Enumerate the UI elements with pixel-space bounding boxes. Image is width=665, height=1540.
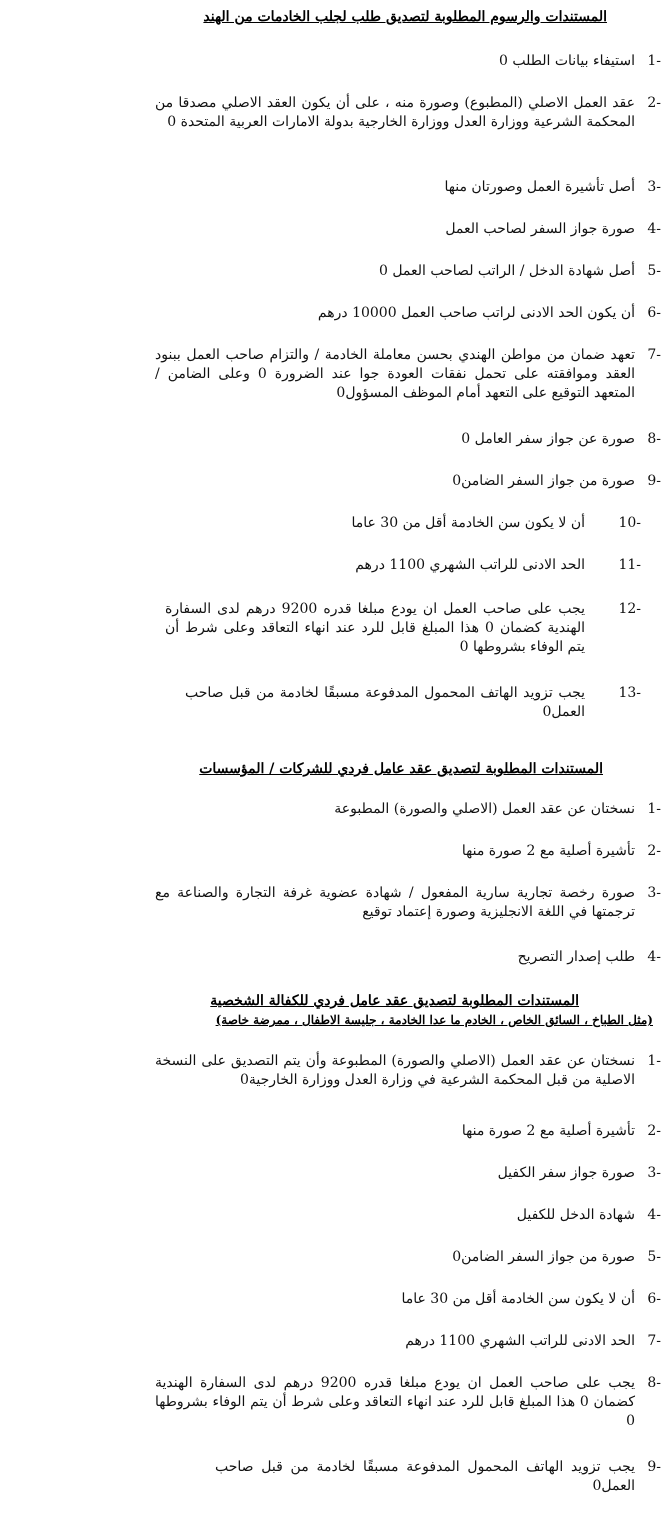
item-number: 8-	[647, 1375, 661, 1391]
item-number: 7-	[647, 1333, 661, 1349]
item-text: تعهد ضمان من مواطن الهندي بحسن معاملة الخادمة / والتزام صاحب العمل ببنود العقد وموافقته على تحمل نفقات العودة جوا عند الضرورة 0 وعلى الضامن / المتعهد التوقيع على التعهد أمام الموظف المسؤول0	[155, 347, 636, 401]
section3-item-6	[155, 1290, 661, 1309]
item-number: 7-	[647, 347, 661, 363]
item-text: الحد الادنى للراتب الشهري 1100 درهم	[355, 557, 585, 573]
item-text: صورة جواز السفر لصاحب العمل	[445, 221, 635, 237]
item-text: أن لا يكون سن الخادمة أقل من 30 عاما	[401, 1291, 635, 1307]
item-number: 12-	[618, 601, 641, 617]
item-text: يجب على صاحب العمل ان يودع مبلغا قدره 9200 درهم لدى السفارة الهندية كضمان 0 هذا المبلغ قابل للرد عند انهاء التعاقد وعلى شرط أن يتم الوفاء بشروطها 0	[155, 1375, 635, 1429]
section1-item-2	[155, 94, 661, 132]
item-number: 9-	[647, 473, 661, 489]
item-text: شهادة الدخل للكفيل	[516, 1207, 635, 1223]
item-number: 1-	[647, 801, 661, 817]
section2-item-2	[155, 842, 661, 861]
section1-item-6	[155, 304, 661, 323]
section3-title: المستندات المطلوبة لتصديق عقد عامل فردي للكفالة الشخصية	[210, 993, 579, 1009]
item-text: أن لا يكون سن الخادمة أقل من 30 عاما	[351, 515, 585, 531]
item-number: 8-	[647, 431, 661, 447]
section2-item-1	[155, 800, 661, 819]
item-number: 1-	[647, 1053, 661, 1069]
item-number: 6-	[647, 305, 661, 321]
section3-item-9	[215, 1458, 661, 1496]
item-number: 3-	[647, 179, 661, 195]
item-text: نسختان عن عقد العمل (الاصلي والصورة) المطبوعة	[334, 801, 635, 817]
item-text: أن يكون الحد الادنى لراتب صاحب العمل 10000 درهم	[317, 305, 635, 321]
item-text: يجب على صاحب العمل ان يودع مبلغا قدره 9200 درهم لدى السفارة الهندية كضمان 0 هذا المبلغ قابل للرد عند انهاء التعاقد وعلى شرط أن يتم الوفاء بشروطها 0	[165, 601, 585, 655]
item-number: 10-	[618, 515, 641, 531]
item-number: 2-	[647, 843, 661, 859]
section3-item-7	[155, 1332, 661, 1351]
section2-title: المستندات المطلوبة لتصديق عقد عامل فردي للشركات / المؤسسات	[199, 761, 603, 777]
item-number: 4-	[647, 949, 661, 965]
section3-item-5	[155, 1248, 661, 1267]
section1-item-7	[155, 346, 661, 403]
item-text: استيفاء بيانات الطلب 0	[498, 53, 635, 69]
section1-item-11	[165, 556, 641, 575]
section1-item-13	[185, 684, 641, 722]
item-text: صورة رخصة تجارية سارية المفعول / شهادة عضوية غرفة التجارة والصناعة مع ترجمتها في اللغة الانجليزية وصورة إعتماد توقيع	[155, 885, 635, 920]
item-number: 6-	[647, 1291, 661, 1307]
section3-subtitle: (مثل الطباخ ، السائق الخاص ، الخادم ما عدا الخادمة ، جليسة الاطفال ، ممرضة خاصة)	[215, 1013, 653, 1027]
item-number: 4-	[647, 1207, 661, 1223]
section1-title: المستندات والرسوم المطلوبة لتصديق طلب لجلب الخادمات من الهند	[203, 9, 607, 25]
item-text: صورة من جواز السفر الضامن0	[452, 473, 635, 489]
item-number: 5-	[647, 1249, 661, 1265]
item-text: تأشيرة أصلية مع 2 صورة منها	[461, 843, 635, 859]
section2-item-3	[155, 884, 661, 922]
item-number: 3-	[647, 885, 661, 901]
item-number: 11-	[618, 557, 641, 573]
section1-item-12	[165, 600, 641, 657]
section1-item-4	[155, 220, 661, 239]
item-text: يجب تزويد الهاتف المحمول المدفوعة مسبقًا لخادمة من قبل صاحب العمل0	[185, 685, 585, 720]
section3-item-4	[155, 1206, 661, 1225]
item-text: أصل تأشيرة العمل وصورتان منها	[444, 179, 635, 195]
section3-item-1	[155, 1052, 661, 1090]
section1-item-10	[165, 514, 641, 533]
section3-item-2	[155, 1122, 661, 1141]
item-text: عقد العمل الاصلي (المطبوع) وصورة منه ، على أن يكون العقد الاصلي مصدقا من المحكمة الشرعية ووزارة العدل ووزارة الخارجية بدولة الامارات العربية المتحدة 0	[155, 95, 635, 130]
item-text: صورة من جواز السفر الضامن0	[452, 1249, 635, 1265]
section2-item-4	[155, 948, 661, 967]
item-number: 2-	[647, 95, 661, 111]
section3-item-8	[155, 1374, 661, 1431]
item-text: الحد الادنى للراتب الشهري 1100 درهم	[405, 1333, 635, 1349]
item-text: يجب تزويد الهاتف المحمول المدفوعة مسبقًا لخادمة من قبل صاحب العمل0	[215, 1459, 635, 1494]
section1-item-5	[155, 262, 661, 281]
section1-item-3	[155, 178, 661, 197]
section1-item-9	[155, 472, 661, 491]
item-text: طلب إصدار التصريح	[517, 949, 635, 965]
section1-item-8	[155, 430, 661, 449]
section1-item-1	[155, 52, 661, 71]
item-number: 4-	[647, 221, 661, 237]
item-number: 2-	[647, 1123, 661, 1139]
item-text: صورة عن جواز سفر العامل 0	[461, 431, 635, 447]
item-text: أصل شهادة الدخل / الراتب لصاحب العمل 0	[378, 263, 635, 279]
item-text: صورة جواز سفر الكفيل	[497, 1165, 635, 1181]
item-number: 1-	[647, 53, 661, 69]
item-number: 9-	[647, 1459, 661, 1475]
item-text: تأشيرة أصلية مع 2 صورة منها	[461, 1123, 635, 1139]
item-text: نسختان عن عقد العمل (الاصلي والصورة) المطبوعة وأن يتم التصديق على النسخة الاصلية من قبل المحكمة الشرعية في وزارة العدل ووزارة الخارجية0	[155, 1053, 635, 1088]
item-number: 13-	[618, 685, 641, 701]
item-number: 5-	[647, 263, 661, 279]
item-number: 3-	[647, 1165, 661, 1181]
section3-item-3	[155, 1164, 661, 1183]
